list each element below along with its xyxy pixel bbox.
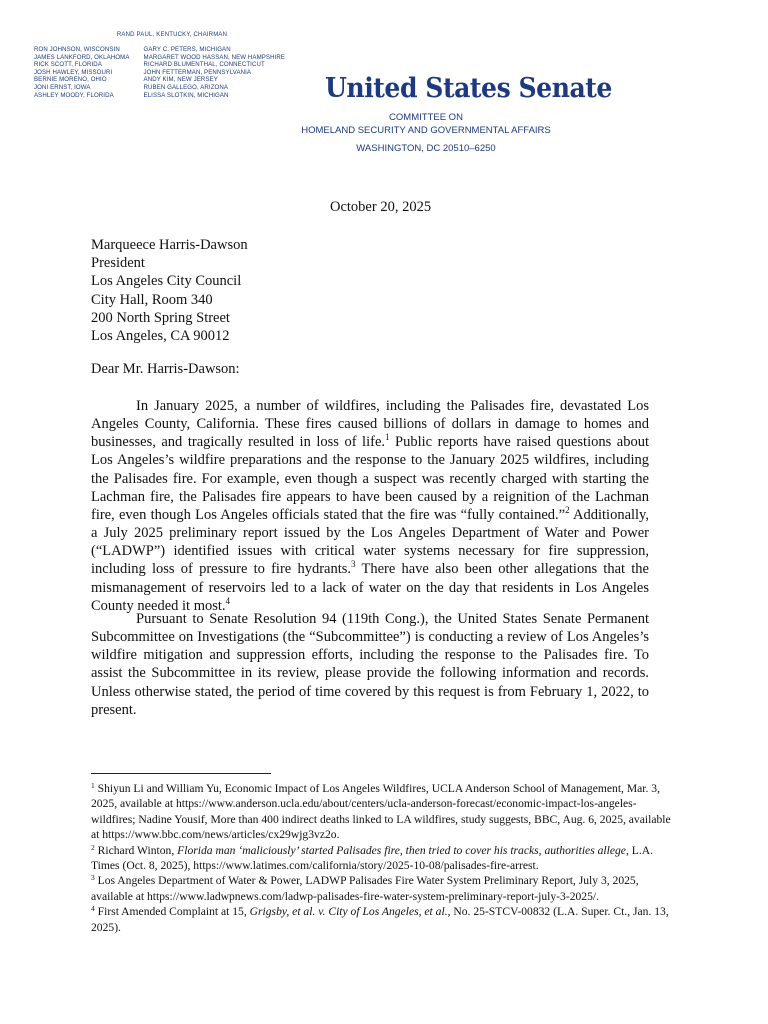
p1-text-c: Additionally, a July 2025 preliminary report issued by the Los Angeles Department of Water and Power (“LADWP”) identified issues with critical water systems necessary for fire suppression, including loss of pressure to fire hydrants. bbox=[91, 506, 649, 578]
footnote-number: 2 bbox=[91, 842, 95, 852]
footnote-text: Shiyun Li and William Yu, Economic Impact of Los Angeles Wildfires, UCLA Anderson School of Management, Mar. 3, 2025, available at https://www.anderson.ucla.edu/about/centers/ucla-anderson-forecast/economic-impact-los-angeles-wildfires; Nadine Yousif, More than 400 indirect deaths linked to LA wildfires, study suggests, BBC, Aug. 6, 2025, available at https://www.bbc.com/news/articles/cx29wjg3vz2o. bbox=[91, 782, 671, 842]
member-name: ELISSA SLOTKIN, MICHIGAN bbox=[143, 91, 229, 99]
footnote-3 bbox=[91, 873, 676, 904]
footnote-ref-2: 2 bbox=[565, 504, 570, 515]
member-name: GARY C. PETERS, MICHIGAN bbox=[143, 46, 231, 53]
member-name: BERNIE MORENO, OHIO bbox=[34, 76, 107, 84]
member-name: MARGARET WOOD HASSAN, NEW HAMPSHIRE bbox=[143, 53, 286, 61]
member-name: JOHN FETTERMAN, PENNSYLVANIA bbox=[143, 68, 252, 76]
p2-text: Pursuant to Senate Resolution 94 (119th Cong.), the United States Senate Permanent Subcommittee on Investigations (the “Subcommittee”) is conducting a review of Los Angeles’s wildfire mitigation and suppression efforts, including the response to the Palisades fire. To assist the Subcommittee in its review, please provide the following information and records. Unless otherwise stated, the period of time covered by this request is from February 1, 2022, to present. bbox=[91, 611, 649, 718]
chairman-line: RAND PAUL, KENTUCKY, CHAIRMAN bbox=[116, 32, 228, 38]
p1-text-a: In January 2025, a number of wildfires, including the Palisades fire, devastated Los Angeles County, California. These fires caused billions of dollars in damage to homes and businesses, and tragically resulted in loss of life. bbox=[91, 398, 649, 451]
committee-members bbox=[34, 46, 285, 99]
body-paragraph-1 bbox=[91, 397, 649, 615]
member-name: ASHLEY MOODY, FLORIDA bbox=[34, 91, 114, 99]
recipient-city: Los Angeles, CA 90012 bbox=[91, 328, 230, 345]
footnote-ref-4: 4 bbox=[225, 595, 231, 606]
footnote-text: , No. 25-STCV-00832 (L.A. Super. Ct., Jan. 13, 2025). bbox=[91, 905, 669, 934]
footnote-ref-1: 1 bbox=[385, 432, 390, 443]
footnote-number: 4 bbox=[91, 904, 95, 914]
committee-line-2: HOMELAND SECURITY AND GOVERNMENTAL AFFAIRS bbox=[301, 124, 551, 136]
footnotes bbox=[91, 781, 676, 935]
member-name: RICHARD BLUMENTHAL, CONNECTICUT bbox=[143, 61, 265, 69]
footnote-text: First Amended Complaint at 15, bbox=[94, 905, 250, 919]
footnote-italic-case: Grigsby, et al. v. City of Los Angeles, et al. bbox=[249, 905, 448, 919]
letter-date: October 20, 2025 bbox=[330, 199, 432, 215]
p1-text-d: There have also been other allegations that the mismanagement of reservoirs led to a lack of water on the day that residents in Los Angeles County needed it most. bbox=[91, 561, 649, 614]
members-right-column bbox=[144, 46, 286, 99]
footnote-number: 1 bbox=[91, 781, 95, 790]
footnote-italic-title: Florida man ‘maliciously’ started Palisades fire, then tried to cover his tracks, authorities allege bbox=[177, 843, 626, 857]
footnote-text: , L.A. Times (Oct. 8, 2025), https://www.latimes.com/california/story/2025-10-08/palisades-fire-arrest. bbox=[91, 843, 653, 873]
recipient-street: 200 North Spring Street bbox=[91, 309, 230, 326]
footnote-number: 3 bbox=[91, 873, 95, 883]
members-left-column bbox=[34, 46, 130, 99]
recipient-address bbox=[91, 236, 248, 345]
committee-city: WASHINGTON, DC 20510–6250 bbox=[356, 143, 496, 154]
member-name: JOSH HAWLEY, MISSOURI bbox=[34, 68, 113, 76]
member-name: RICK SCOTT, FLORIDA bbox=[34, 61, 102, 69]
body-paragraph-2 bbox=[91, 610, 649, 719]
committee-line-1: COMMITTEE ON bbox=[389, 112, 463, 123]
p1-text-b: Public reports have raised questions about Los Angeles’s wildfire preparations and the response to the January 2025 wildfires, including the Palisades fire. For example, even though a suspect was recently charged with starting the Lachman fire, the Palisades fire appears to have been caused by a reignition of the Lachman fire, even though Los Angeles officials stated that the fire was “fully contained.” bbox=[91, 434, 649, 523]
member-name: RUBEN GALLEGO, ARIZONA bbox=[143, 83, 229, 91]
recipient-title: President bbox=[91, 255, 145, 272]
recipient-room: City Hall, Room 340 bbox=[91, 291, 213, 308]
footnote-2 bbox=[91, 843, 676, 874]
footnote-separator bbox=[91, 773, 271, 774]
recipient-name: Marqueece Harris-Dawson bbox=[91, 237, 248, 253]
footnote-1 bbox=[91, 781, 676, 843]
footnote-text: Los Angeles Department of Water & Power, LADWP Palisades Fire Water System Preliminary Report, July 3, 2025, available at https://www.ladwpnews.com/ladwp-palisades-fire-water-system-preliminary-report-july-3-2025/. bbox=[91, 874, 639, 903]
member-name: JONI ERNST, IOWA bbox=[34, 83, 91, 91]
footnote-4 bbox=[91, 904, 676, 935]
senate-title: United States Senate bbox=[325, 73, 612, 104]
footnote-ref-3: 3 bbox=[351, 559, 356, 570]
recipient-organization: Los Angeles City Council bbox=[91, 273, 242, 290]
footnote-text: Richard Winton, bbox=[94, 843, 178, 857]
member-name: JAMES LANKFORD, OKLAHOMA bbox=[34, 53, 130, 61]
member-name: RON JOHNSON, WISCONSIN bbox=[34, 46, 120, 53]
committee-block bbox=[293, 112, 559, 156]
salutation: Dear Mr. Harris-Dawson: bbox=[91, 361, 240, 377]
member-name: ANDY KIM, NEW JERSEY bbox=[143, 76, 218, 84]
